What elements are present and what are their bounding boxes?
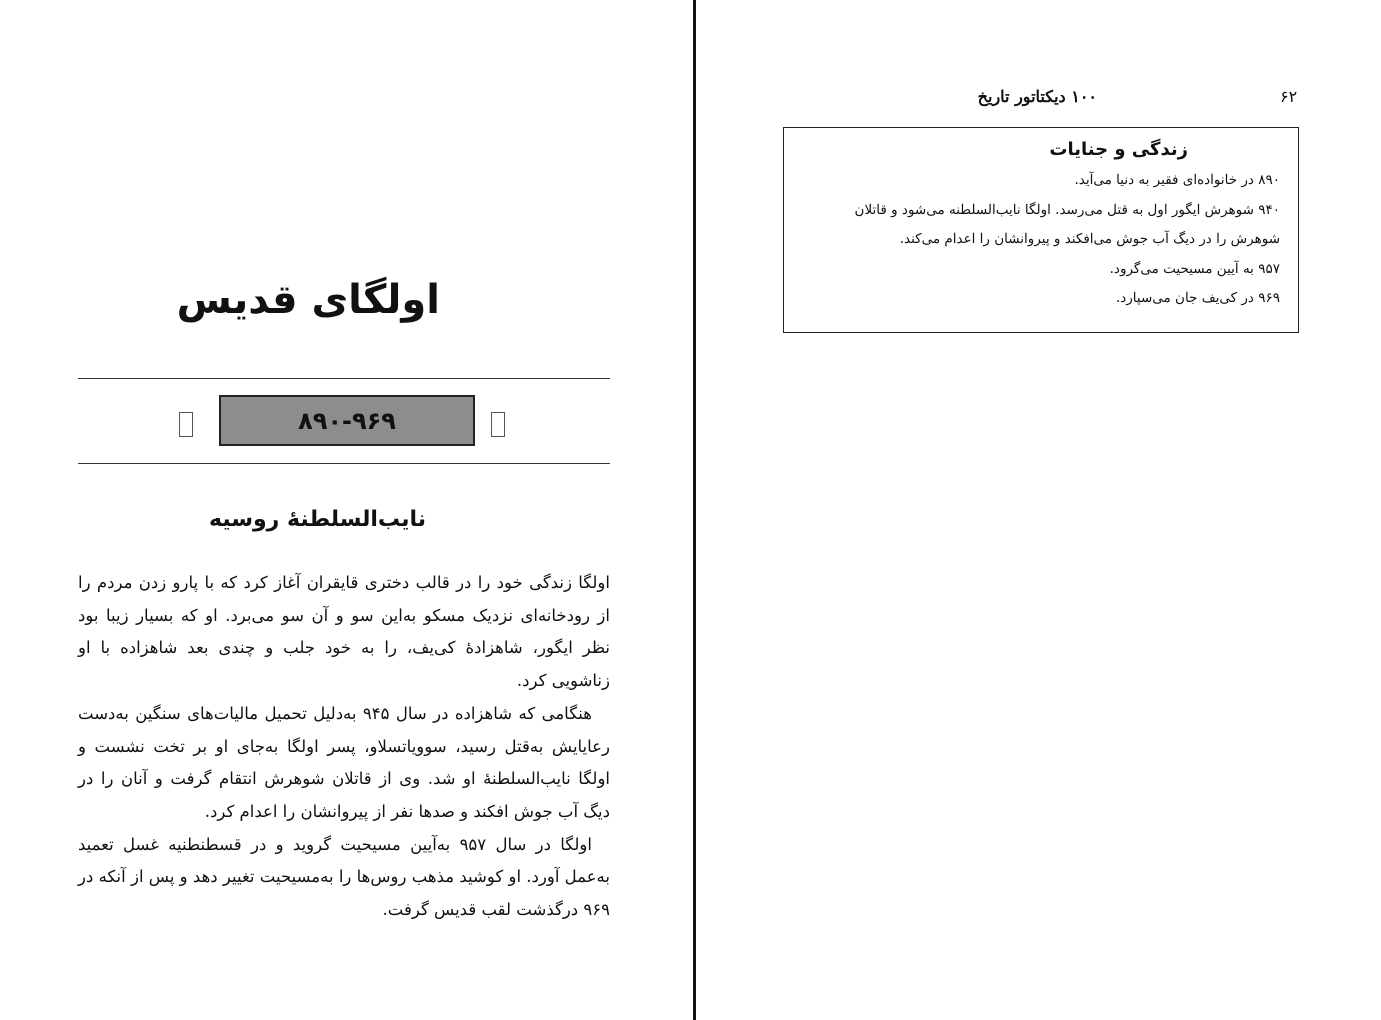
timeline-item: ۸۹۰ در خانواده‌ای فقیر به دنیا می‌آید. (1074, 172, 1280, 188)
body-text (78, 567, 610, 927)
timeline-item: ۹۴۰ شوهرش ایگور اول به قتل می‌رسد. اولگا نایب‌السلطنه می‌شود و قاتلان شوهرش را در دیگ آب جوش می‌افکند و پیروانشان را اعدام می‌کند. (854, 201, 1280, 247)
decorative-square-right (491, 412, 505, 437)
page-number: ۶۲ (1280, 87, 1298, 106)
bottom-divider (78, 463, 610, 464)
timeline-box (783, 127, 1299, 333)
timeline-item: ۹۶۹ در کی‌یف جان می‌سپارد. (1115, 290, 1280, 306)
section-title: نایب‌السلطنهٔ روسیه (209, 507, 426, 532)
timeline-list (802, 166, 1280, 314)
date-range-box (219, 395, 475, 446)
timeline-title: زندگی و جنایات (1049, 139, 1188, 160)
chapter-title: اولگای قدیس (176, 277, 440, 323)
running-head: ۱۰۰ دیکتاتور تاریخ (977, 87, 1097, 106)
paragraph-1: اولگا زندگی خود را در قالب دختری قایقران آغاز کرد که با پارو زدن مردم را از رودخانه‌ای نزدیک مسکو به‌این سو و آن سو می‌برد. او که بسیار زیبا بود نظر ایگور، شاهزادهٔ کی‌یف، را به خود جلب و چندی بعد شاهزاده با او زناشویی کرد. (78, 573, 610, 691)
timeline-item: ۹۵۷ به آیین مسیحیت می‌گرود. (1109, 260, 1280, 277)
paragraph-2: هنگامی که شاهزاده در سال ۹۴۵ به‌دلیل تحمیل مالیات‌های سنگین به‌دست رعایایش به‌قتل رسید، سوویاتسلاو، پسر اولگا به‌جای او بر تخت نشست و اولگا نایب‌السلطنهٔ او شد. وی از قاتلان شوهرش انتقام گرفت و آنان را در دیگ آب جوش افکند و صدها نفر از پیروانشان را اعدام کرد. (78, 703, 610, 821)
date-range: ۸۹۰-۹۶۹ (298, 406, 396, 435)
paragraph-3: اولگا در سال ۹۵۷ به‌آیین مسیحیت گروید و در قسطنطنیه غسل تعمید به‌عمل آورد. او کوشید مذهب روس‌ها را به‌مسیحیت تغییر دهد و پس از آنکه در ۹۶۹ درگذشت لقب قدیس گرفت. (78, 834, 610, 920)
book-spine (693, 0, 696, 1020)
right-page (697, 0, 1381, 1020)
top-divider (78, 378, 610, 379)
decorative-square-left (179, 412, 193, 437)
